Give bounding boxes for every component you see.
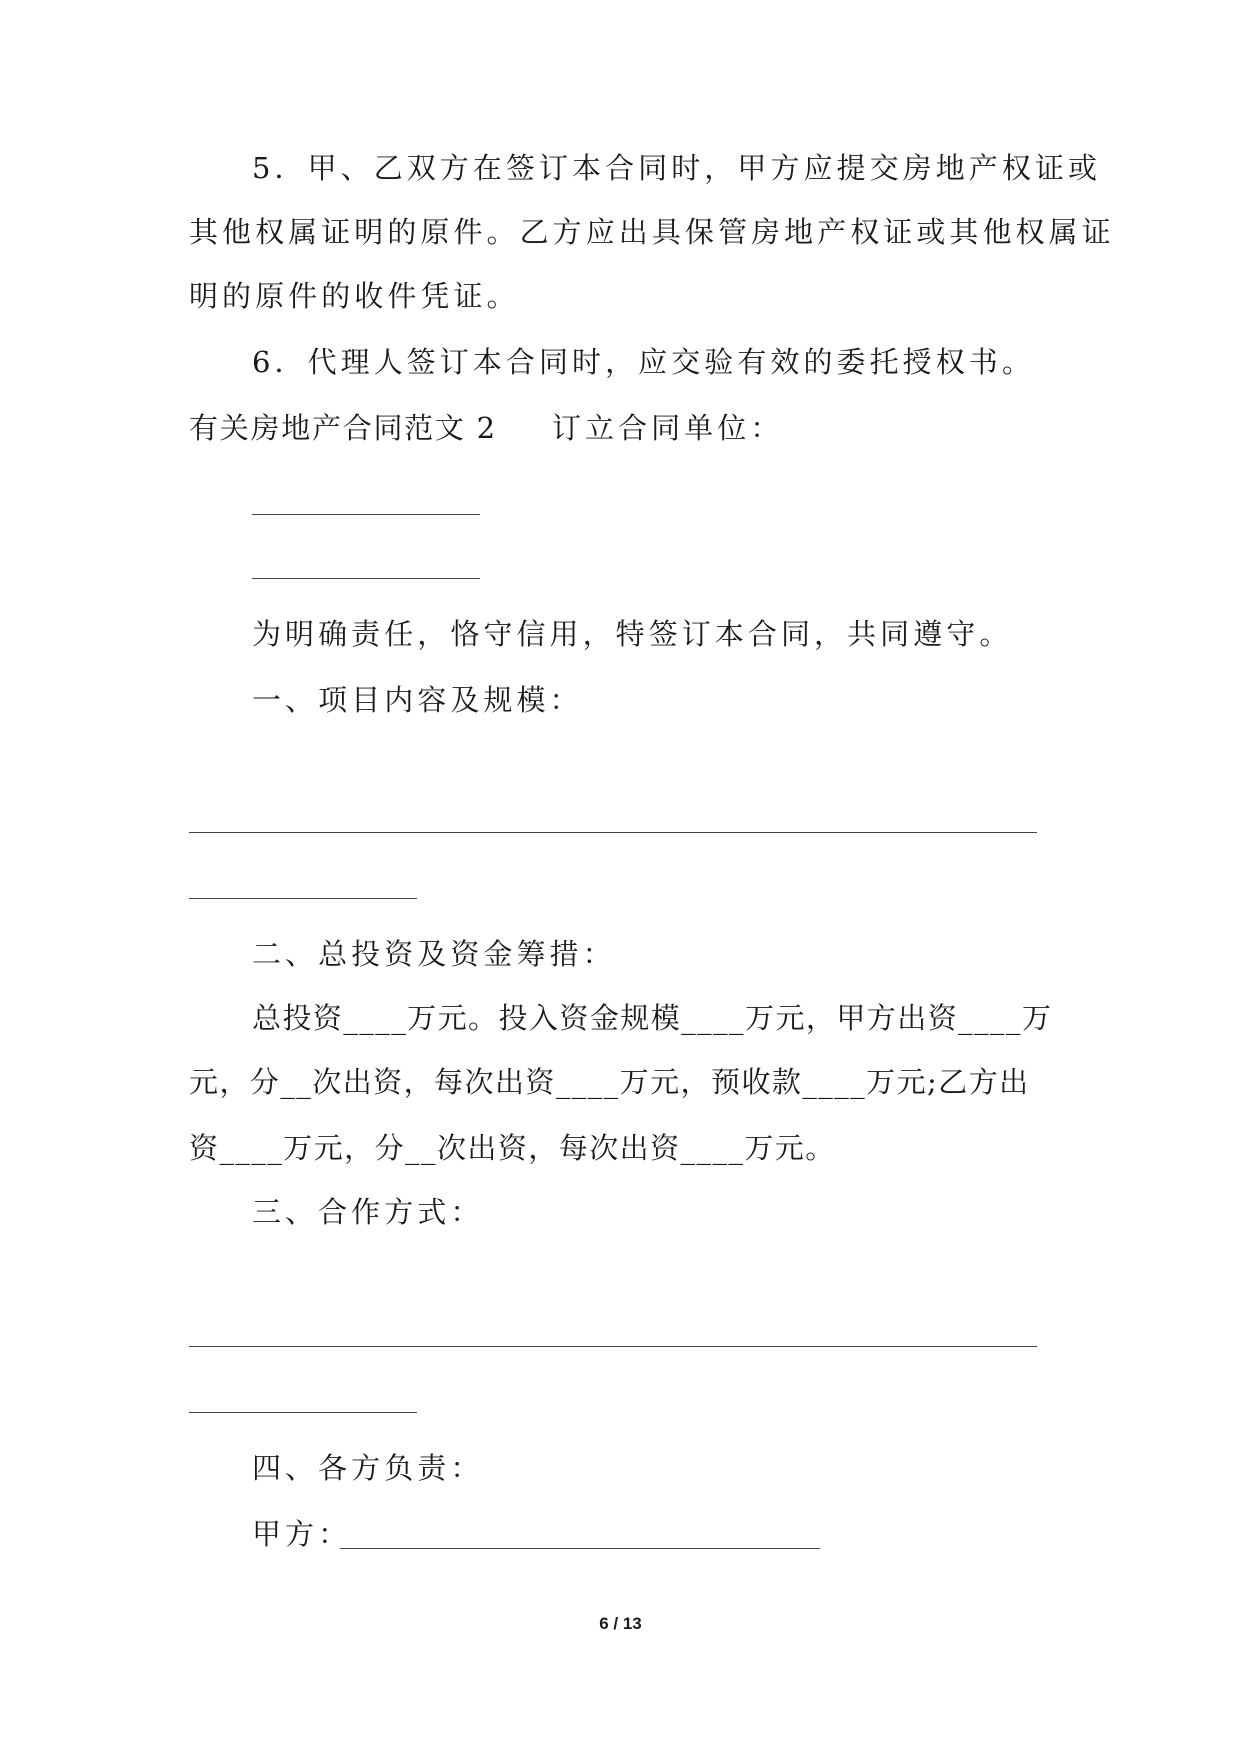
heading-unit: 订立合同单位： (552, 411, 784, 445)
section1-blank-short (189, 898, 417, 899)
section2-title: 二、总投资及资金筹措： (252, 937, 616, 971)
unit-blank-2 (252, 578, 480, 579)
section4-title: 四、各方负责： (252, 1451, 484, 1485)
item5-line2: 其他权属证明的原件。乙方应出具保管房地产权证或其他权属证 (189, 215, 1115, 249)
section2-line1: 总投资____万元。投入资金规模____万元，甲方出资____万 (252, 1001, 1053, 1035)
item5-line1: 5．甲、乙双方在签订本合同时，甲方应提交房地产权证或 (252, 151, 1102, 185)
unit-blank-1 (252, 514, 480, 515)
section3-blank-full (189, 1346, 1037, 1347)
intro-paragraph: 为明确责任，恪守信用，特签订本合同，共同遵守。 (252, 617, 1013, 651)
section2-line3: 资____万元，分__次出资，每次出资____万元。 (189, 1131, 836, 1165)
section1-blank-full (189, 832, 1037, 833)
party-a-label: 甲方： (252, 1517, 352, 1551)
item5-line3: 明的原件的收件凭证。 (189, 279, 520, 313)
section3-blank-short (189, 1412, 417, 1413)
section2-line2: 元，分__次出资，每次出资____万元，预收款____万元;乙方出 (189, 1065, 1030, 1099)
heading-title: 有关房地产合同范文 2 (189, 411, 497, 445)
party-a-blank (340, 1548, 820, 1549)
page-number: 6 / 13 (599, 1614, 642, 1633)
section3-title: 三、合作方式： (252, 1195, 484, 1229)
item6: 6．代理人签订本合同时，应交验有效的委托授权书。 (252, 345, 1035, 379)
section1-title: 一、项目内容及规模： (252, 683, 583, 717)
